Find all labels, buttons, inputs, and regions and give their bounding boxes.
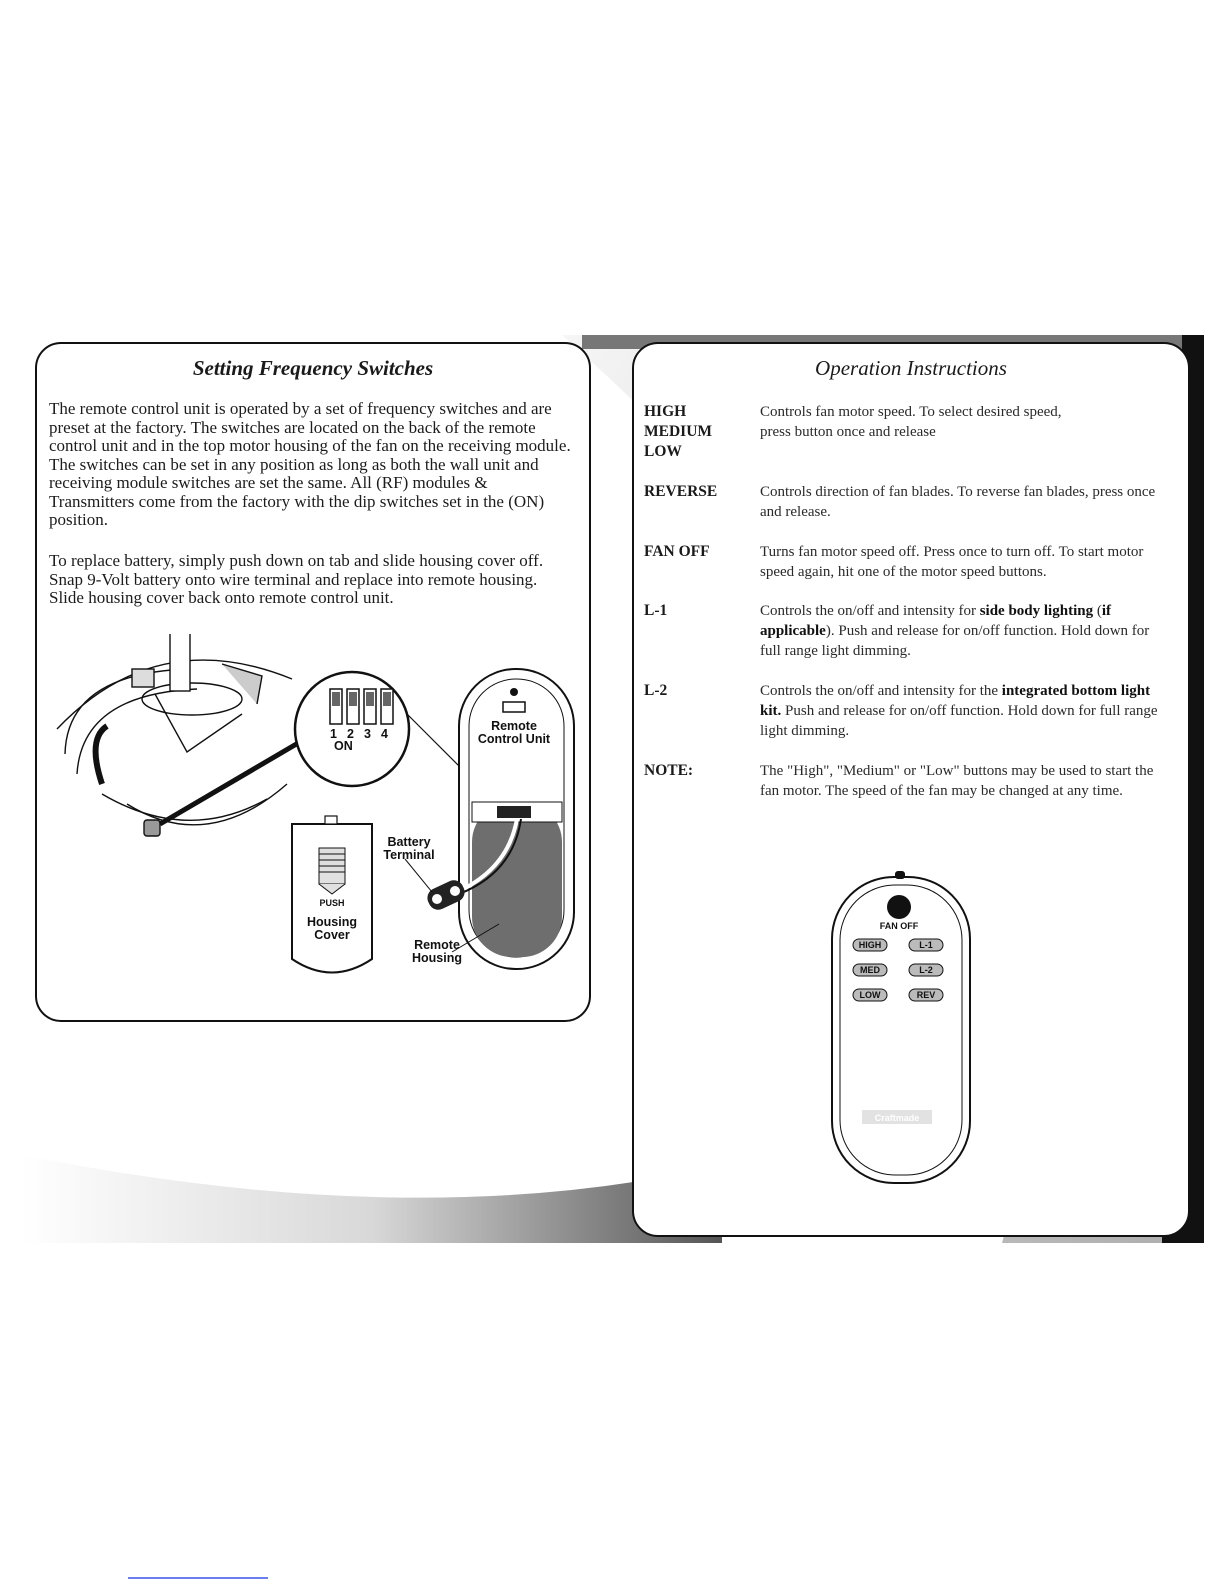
remote-label-line-2: Control Unit (477, 732, 551, 746)
housing-label-line-1: Remote (414, 938, 460, 952)
remote-label-line-1: Remote (491, 719, 537, 733)
housing-cover-illustration (292, 816, 372, 973)
dip-number-3: 3 (364, 727, 371, 741)
row-text-reverse: Controls direction of fan blades. To reverse fan blades, press once and release. (760, 484, 1156, 520)
row-label-reverse: REVERSE (644, 483, 718, 500)
svg-text:LOW: LOW (859, 990, 881, 1000)
battery-paragraph: To replace battery, simply push down on tab and slide housing cover off. Snap 9-Volt battery onto wire terminal and replace into remote housing. Slide housing cover back onto remote control unit. (49, 551, 544, 607)
dip-number-2: 2 (347, 727, 354, 741)
bottom-link-underline (128, 1577, 268, 1579)
svg-text:L-1: L-1 (919, 940, 933, 950)
battery-label-line-2: Terminal (383, 848, 435, 862)
rev-button[interactable] (909, 989, 943, 1001)
row-text-speed: Controls fan motor speed. To select desired speed, press button once and release (760, 404, 1062, 440)
fan-off-button[interactable] (887, 895, 911, 919)
cover-label-line-1: Housing (307, 915, 357, 929)
battery-label-line-1: Battery (387, 835, 431, 849)
frequency-switch-diagram (47, 634, 577, 984)
operation-instructions-panel (632, 342, 1190, 1237)
housing-label-line-2: Housing (412, 951, 462, 965)
push-label: PUSH (319, 898, 345, 908)
high-button[interactable] (853, 939, 887, 951)
svg-text:MED: MED (860, 965, 880, 975)
row-label-note: NOTE: (644, 762, 694, 779)
row-label-l2: L-2 (644, 682, 668, 699)
dip-on-label: ON (334, 739, 353, 753)
row-label-l1: L-1 (644, 602, 668, 619)
svg-text:HIGH: HIGH (858, 940, 882, 950)
svg-text:REV: REV (916, 990, 936, 1000)
row-text-l2: Controls the on/off and intensity for the integrated bottom light kit. Push and release for on/off function. Hold down for full range light dimming. (760, 683, 1158, 739)
frequency-paragraph: The remote control unit is operated by a set of frequency switches and are preset at the factory. The switches are located on the back of the remote control unit and in the top motor housing of the fan on the receiving module. The switches can be set in any position as long as both the wall unit and receiving module switches are set the same. All (RF) modules & Transmitters come from the factory with the dip switches set in the (ON) position. (49, 399, 571, 529)
cover-label-line-2: Cover (314, 928, 350, 942)
remote-front-illustration (829, 869, 974, 1189)
l1-button[interactable] (909, 939, 943, 951)
right-panel-title: Operation Instructions (815, 356, 1007, 380)
row-text-l1: Controls the on/off and intensity for side body lighting (if applicable). Push and release for on/off function. Hold down for full range light dimming. (760, 603, 1150, 659)
left-panel-title: Setting Frequency Switches (192, 356, 434, 380)
setting-frequency-panel (35, 342, 591, 1022)
svg-text:L-2: L-2 (919, 965, 933, 975)
row-label-fan-off: FAN OFF (644, 543, 710, 560)
row-text-note: The "High", "Medium" or "Low" buttons may be used to start the fan motor. The speed of the fan may be changed at any time. (760, 763, 1154, 799)
l2-button[interactable] (909, 964, 943, 976)
fan-motor-housing-illustration (57, 634, 292, 836)
row-text-fan-off: Turns fan motor speed off. Press once to turn off. To start motor speed again, hit one of the motor speed buttons. (760, 544, 1144, 580)
remote-back-illustration (447, 669, 574, 969)
low-button[interactable] (853, 989, 887, 1001)
dip-number-4: 4 (381, 727, 388, 741)
dip-switch-closeup (295, 672, 409, 786)
row-label-speed: HIGH MEDIUM LOW (644, 403, 713, 460)
svg-text:Craftmade: Craftmade (874, 1113, 920, 1123)
dip-number-1: 1 (330, 727, 337, 741)
brand-logo (862, 1110, 932, 1124)
fan-off-label: FAN OFF (879, 921, 919, 931)
med-button[interactable] (853, 964, 887, 976)
